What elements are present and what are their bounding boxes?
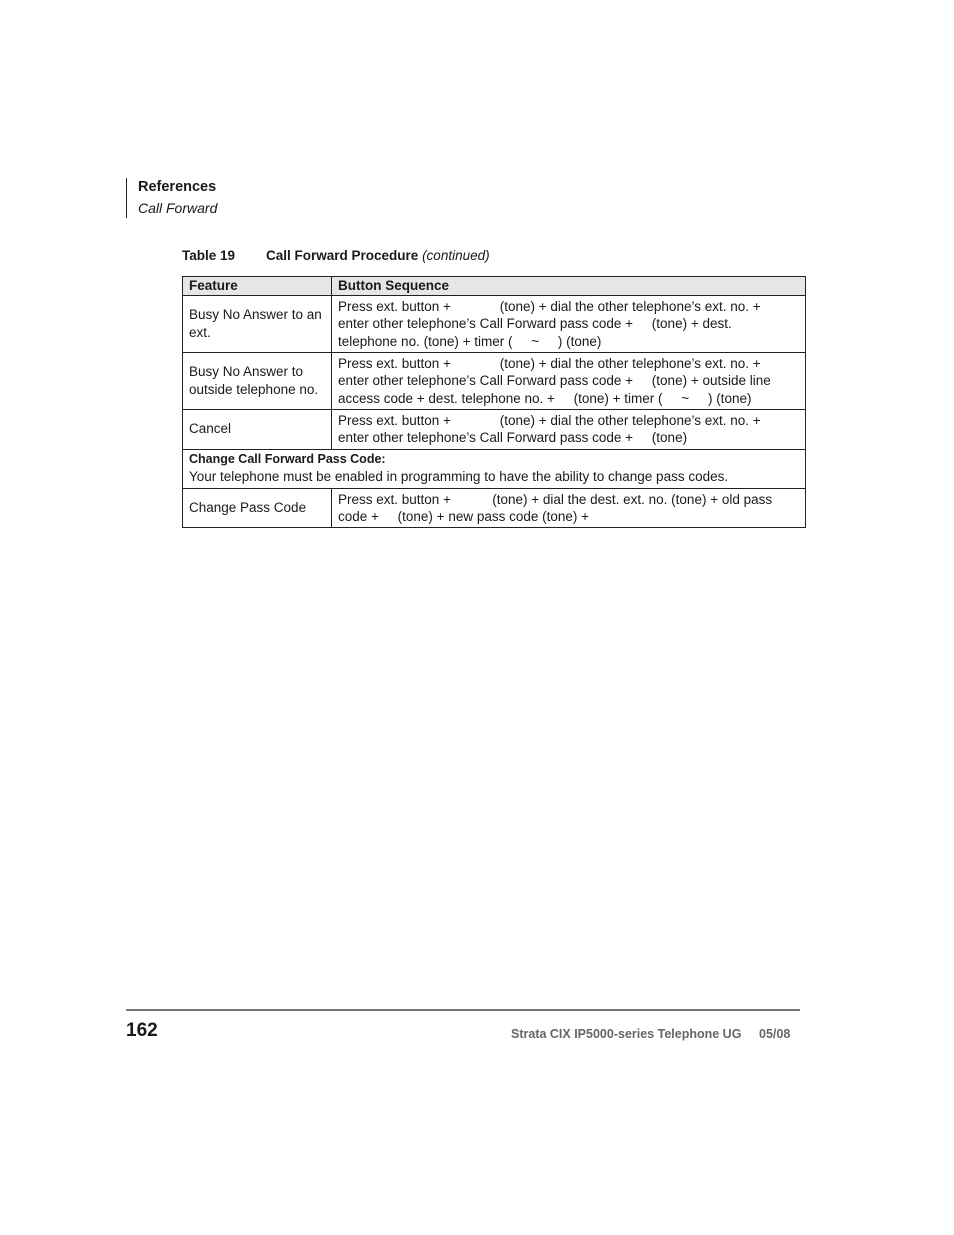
subsection-title: Call Forward [138, 200, 218, 216]
footer-rule [126, 1009, 800, 1011]
table-header-row [183, 277, 806, 296]
sequence-line: enter other telephone’s Call Forward pass code + (tone) [338, 430, 688, 445]
span-cell [183, 449, 806, 488]
sequence-line: enter other telephone’s Call Forward pass code + (tone) + outside line [338, 373, 771, 388]
sequence-cell [332, 488, 806, 527]
header-feature: Feature [183, 277, 332, 296]
table-number: Table 19 [182, 248, 236, 263]
sequence-cell [332, 409, 806, 449]
feature-cell: Cancel [183, 409, 332, 449]
sequence-line: Press ext. button + (tone) + dial the other telephone’s ext. no. + [338, 412, 761, 428]
feature-cell: Busy No Answer to an ext. [183, 295, 332, 352]
span-heading: Change Call Forward Pass Code: [189, 451, 386, 466]
feature-cell: Busy No Answer to outside telephone no. [183, 352, 332, 409]
table-title: Call Forward Procedure [266, 248, 419, 263]
sequence-cell [332, 352, 806, 409]
footer-document-title: Strata CIX IP5000-series Telephone UG [511, 1027, 742, 1041]
footer-date: 05/08 [759, 1027, 791, 1041]
sequence-line: code + (tone) + new pass code (tone) + [338, 509, 590, 524]
sequence-line: telephone no. (tone) + timer ( ~ ) (tone) [338, 333, 602, 349]
call-forward-table [182, 276, 806, 528]
page-number: 162 [126, 1020, 158, 1041]
table-row [183, 295, 806, 352]
header-rule [126, 178, 127, 218]
table-row [183, 488, 806, 527]
table-row [183, 352, 806, 409]
table-continued: (continued) [422, 248, 490, 263]
sequence-line: Press ext. button + (tone) + dial the dest. ext. no. (tone) + old pass [338, 491, 773, 507]
sequence-line: Press ext. button + (tone) + dial the other telephone’s ext. no. + [338, 298, 761, 314]
table-caption [182, 247, 490, 265]
sequence-line: Press ext. button + (tone) + dial the other telephone’s ext. no. + [338, 355, 761, 371]
sequence-cell [332, 295, 806, 352]
span-text: Your telephone must be enabled in programming to have the ability to change pass codes. [189, 468, 729, 484]
span-row [183, 449, 806, 488]
table-row [183, 409, 806, 449]
section-title: References [138, 179, 217, 195]
header-button-sequence: Button Sequence [332, 277, 806, 296]
sequence-line: access code + dest. telephone no. + (tone) + timer ( ~ ) (tone) [338, 390, 752, 406]
sequence-line: enter other telephone’s Call Forward pass code + (tone) + dest. [338, 316, 732, 331]
feature-cell: Change Pass Code [183, 488, 332, 527]
